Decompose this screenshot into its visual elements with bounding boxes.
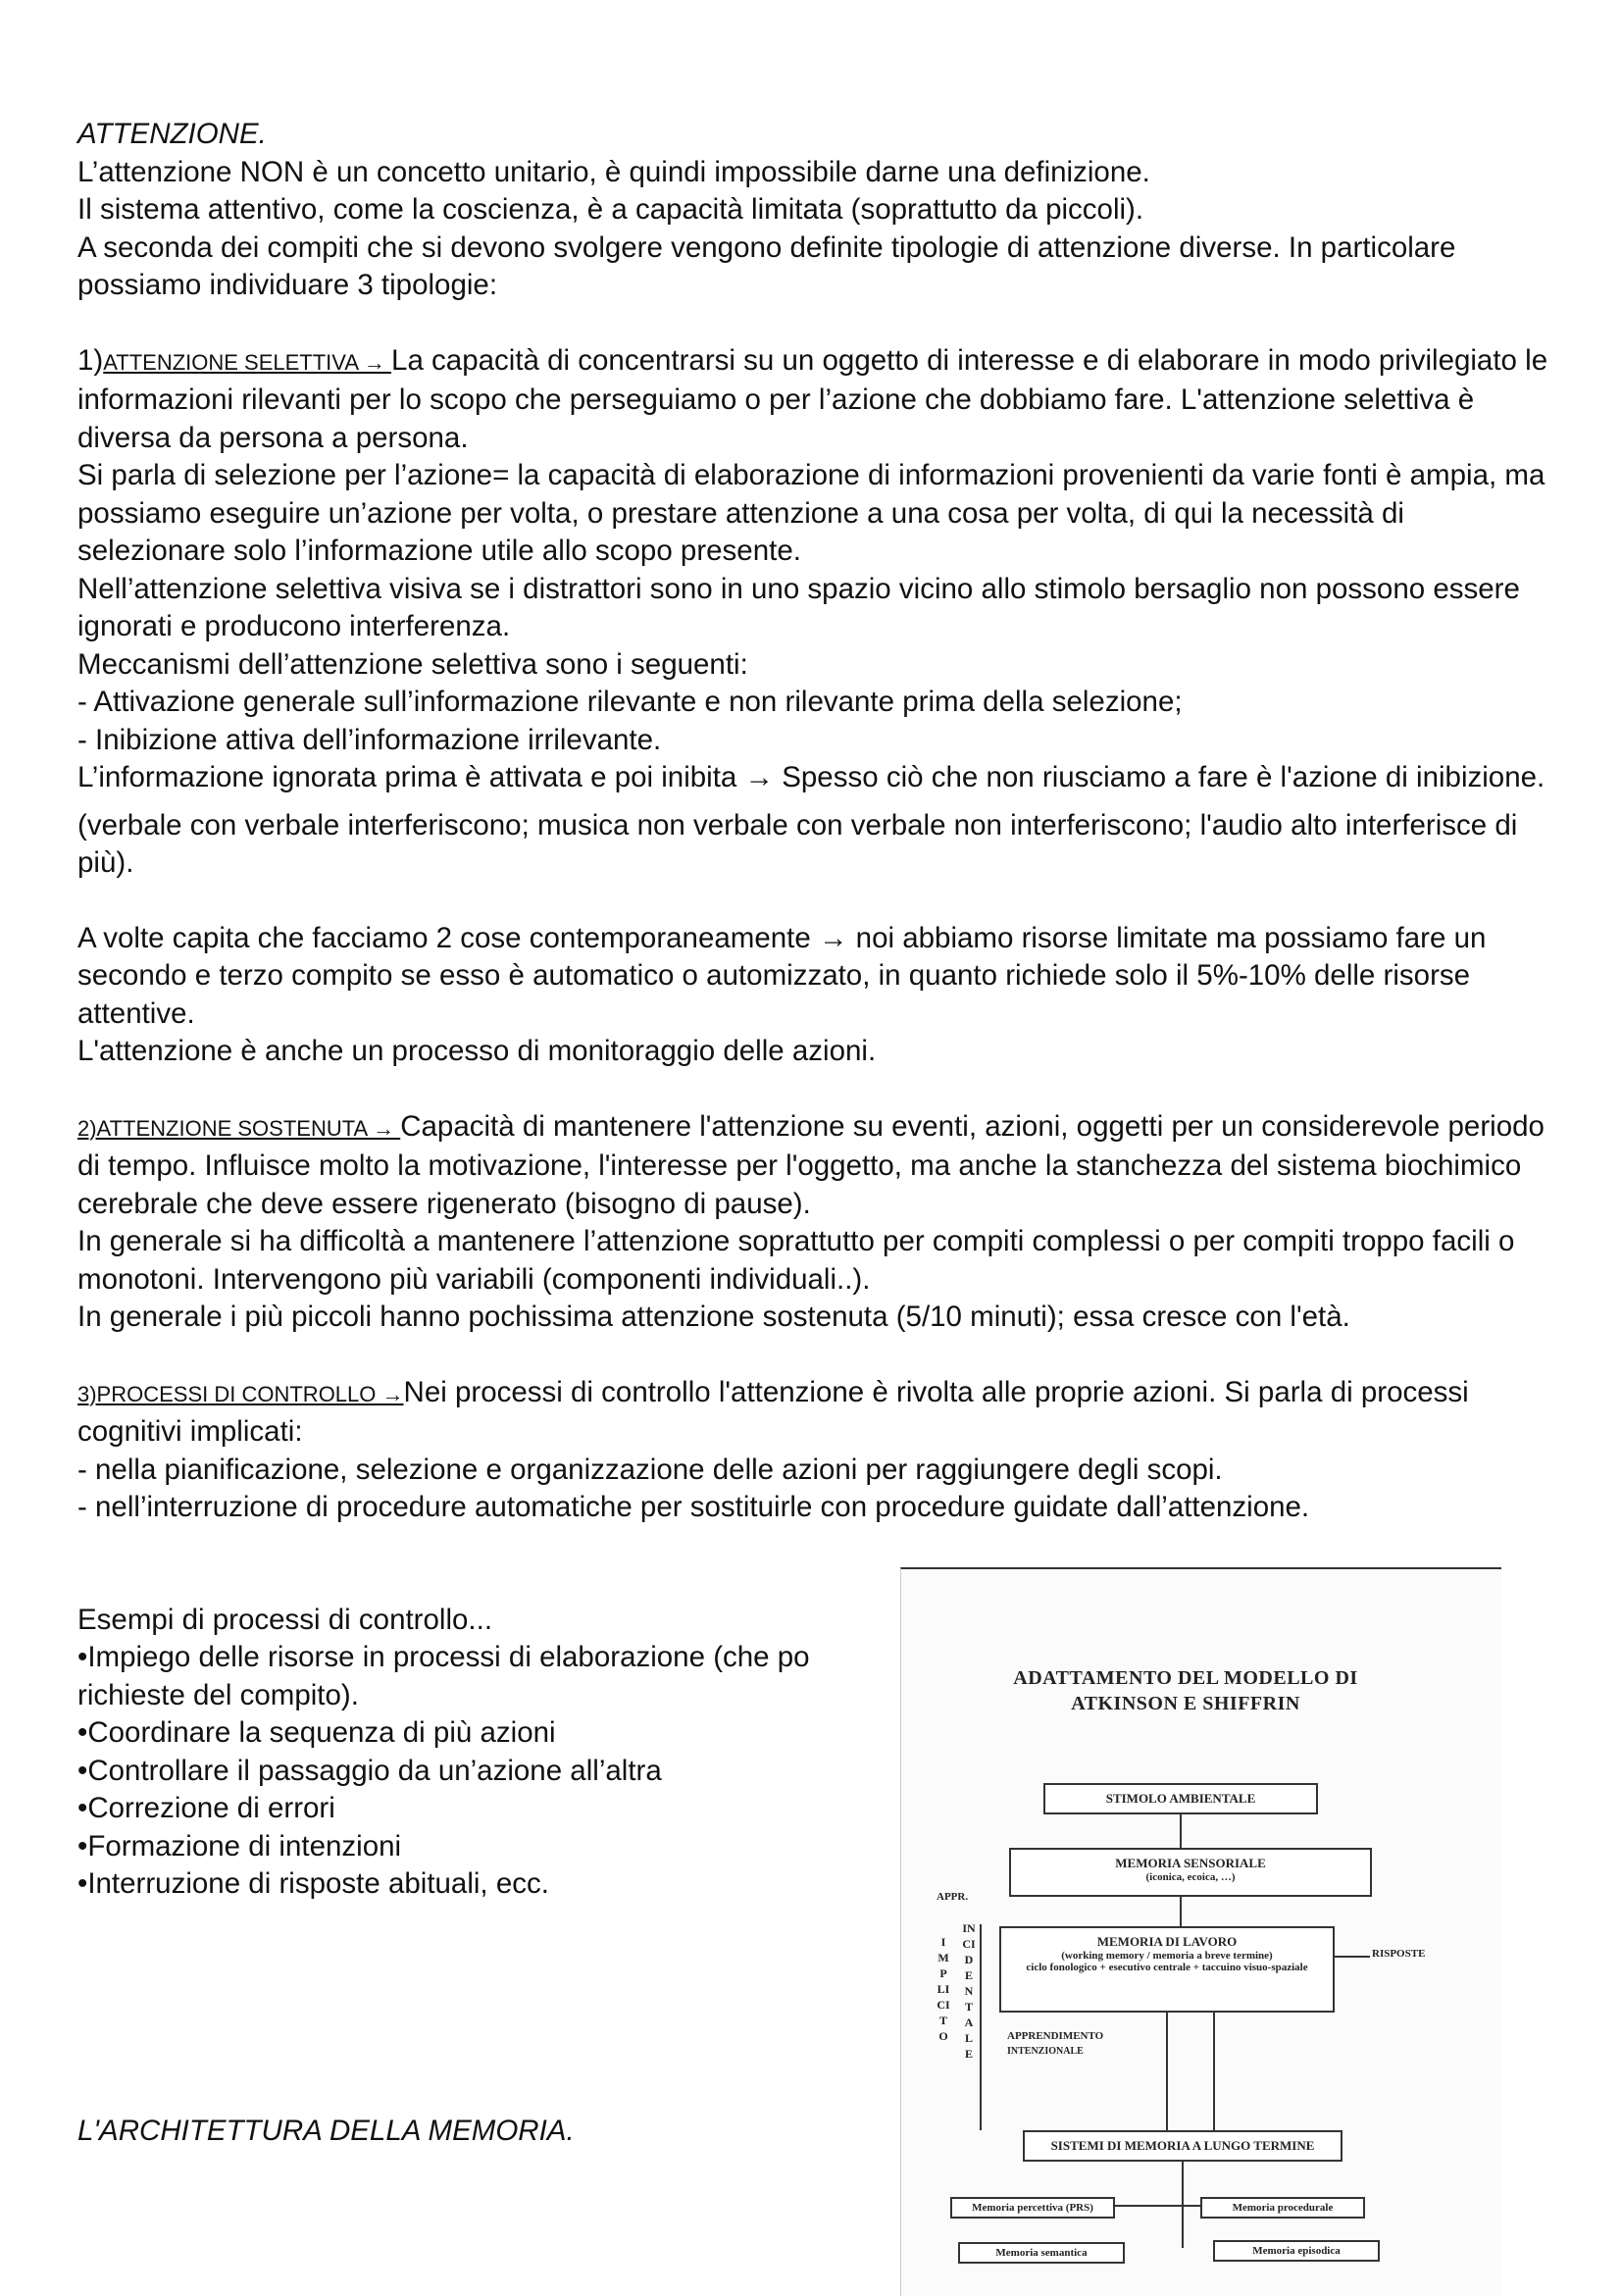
selettiva-line-3: Meccanismi dell’attenzione selettiva sono i seguenti: [77, 647, 748, 681]
selettiva-monitor: L'attenzione è anche un processo di monitoraggio delle azioni. [77, 1035, 877, 1067]
esempi-item-4: •Correzione di errori [77, 1792, 335, 1824]
esempi-item-1-cont: richieste del compito). [77, 1678, 359, 1711]
box-lavoro: MEMORIA DI LAVORO (working memory / memoria a breve termine) ciclo fonologico + esecutivo centrale + taccuino visuo-spaziale [999, 1926, 1335, 2013]
intro-line-1: L’attenzione NON è un concetto unitario, è quindi impossibile darne una definizione. [77, 155, 1150, 188]
selettiva-note: (verbale con verbale interferiscono; musica non verbale con verbale non interferiscono; l'audio alto interferisce di più). [77, 808, 1518, 879]
selettiva-paragraph [77, 342, 1548, 458]
controllo-heading: 3)PROCESSI DI CONTROLLO → [77, 1381, 404, 1406]
selettiva-number: 1) [77, 343, 104, 377]
esempi-title: Esempi di processi di controllo... [77, 1603, 493, 1636]
controllo-paragraph [77, 1374, 1548, 1452]
selettiva-line-4: - Attivazione generale sull’informazione rilevante e non rilevante prima della selezione; [77, 686, 1183, 718]
selettiva-line-2: Nell’attenzione selettiva visiva se i distrattori sono in uno spazio vicino allo stimolo bersaglio non possono essere ignorati e producono interferenza. [77, 572, 1520, 642]
selettiva-line-5: - Inibizione attiva dell’informazione irrilevante. [77, 723, 662, 756]
intro-line-3: A seconda dei compiti che si devono svolgere vengono definite tipologie di attenzione diverse. In particolare possiamo individuare 3 tipologie: [77, 230, 1456, 301]
sostenuta-text: Capacità di mantenere l'attenzione su eventi, azioni, oggetti per un considerevole periodo di tempo. Influisce molto la motivazione, l'interesse per l'oggetto, ma anche la stanchezza del sistema biochimico cerebrale che deve essere rigenerato (bisogno di pause). [77, 1109, 1545, 1220]
diagram-title: ADATTAMENTO DEL MODELLO DI ATKINSON E SHIFFRIN [1013, 1667, 1358, 1714]
sostenuta-line-2: In generale i più piccoli hanno pochissima attenzione sostenuta (5/10 minuti); essa cresce con l'età. [77, 1301, 1350, 1333]
label-incidentale: INCIDENTALE [962, 1921, 976, 2061]
box-lungo-termine: SISTEMI DI MEMORIA A LUNGO TERMINE [1023, 2130, 1342, 2162]
esempi-item-6: •Interruzione di risposte abituali, ecc. [77, 1867, 549, 1900]
controllo-text: Nei processi di controllo l'attenzione è rivolta alle proprie azioni. Si parla di processi cognitivi implicati: [77, 1375, 1469, 1448]
box-percettiva: Memoria percettiva (PRS) [950, 2197, 1115, 2219]
selettiva-line-1: Si parla di selezione per l’azione= la capacità di elaborazione di informazioni provenienti da varie fonti è ampia, ma possiamo eseguire un’azione per volta, o prestare attenzione a una cosa per volta, di qui la necessità di selezionare solo l’informazione utile allo scopo presente. [77, 459, 1545, 567]
label-intenzionale: INTENZIONALE [1007, 2046, 1084, 2057]
label-appr: APPR. [937, 1891, 969, 1903]
controllo-line-1: - nella pianificazione, selezione e organizzazione delle azioni per raggiungere degli scopi. [77, 1453, 1223, 1486]
box-procedurale: Memoria procedurale [1200, 2197, 1365, 2219]
label-risposte: RISPOSTE [1372, 1948, 1426, 1960]
esempi-item-1: •Impiego delle risorse in processi di elaborazione (che po [77, 1641, 810, 1673]
box-stimolo: STIMOLO AMBIENTALE [1043, 1783, 1318, 1814]
box-sensoriale: MEMORIA SENSORIALE (iconica, ecoica, …) [1009, 1848, 1372, 1897]
sostenuta-heading: 2)ATTENZIONE SOSTENUTA → [77, 1115, 401, 1141]
intro-line-2: Il sistema attentivo, come la coscienza, è a capacità limitata (soprattutto da piccoli). [77, 193, 1144, 226]
esempi-item-2: •Coordinare la sequenza di più azioni [77, 1716, 556, 1749]
memory-model-diagram [900, 1567, 1501, 2296]
box-episodica: Memoria episodica [1213, 2240, 1380, 2262]
selettiva-heading: ATTENZIONE SELETTIVA → [103, 349, 392, 375]
box-semantica: Memoria semantica [958, 2242, 1125, 2264]
label-apprendimento: APPRENDIMENTO [1007, 2030, 1104, 2042]
selettiva-multitask: A volte capita che facciamo 2 cose contemporaneamente → noi abbiamo risorse limitate ma possiamo fare un secondo e terzo compito se esso è automatico o automizzato, in quanto richiede solo il 5%-10% delle risorse attentive. [77, 921, 1487, 1030]
selettiva-text: La capacità di concentrarsi su un oggetto di interesse e di elaborare in modo privilegiato le informazioni rilevanti per lo scopo che perseguiamo o per l’azione che dobbiamo fare. L'attenzione selettiva è diversa da persona a persona. [77, 343, 1548, 454]
sostenuta-line-1: In generale si ha difficoltà a mantenere l’attenzione soprattutto per compiti complessi o per compiti troppo facili o monotoni. Intervengono più variabili (componenti individuali..). [77, 1225, 1515, 1296]
controllo-line-2: - nell’interruzione di procedure automatiche per sostituirle con procedure guidate dall’attenzione. [77, 1491, 1310, 1523]
memoria-title: L'ARCHITETTURA DELLA MEMORIA. [77, 2115, 575, 2147]
selettiva-line-6: L’informazione ignorata prima è attivata e poi inibita → Spesso ciò che non riusciamo a fare è l'azione di inibizione. [77, 761, 1545, 793]
label-implicito: IMPLICITO [937, 1935, 950, 2043]
esempi-item-3: •Controllare il passaggio da un’azione all’altra [77, 1754, 662, 1787]
esempi-item-5: •Formazione di intenzioni [77, 1829, 402, 1862]
section-title: ATTENZIONE. [77, 118, 267, 150]
sostenuta-paragraph [77, 1108, 1548, 1224]
